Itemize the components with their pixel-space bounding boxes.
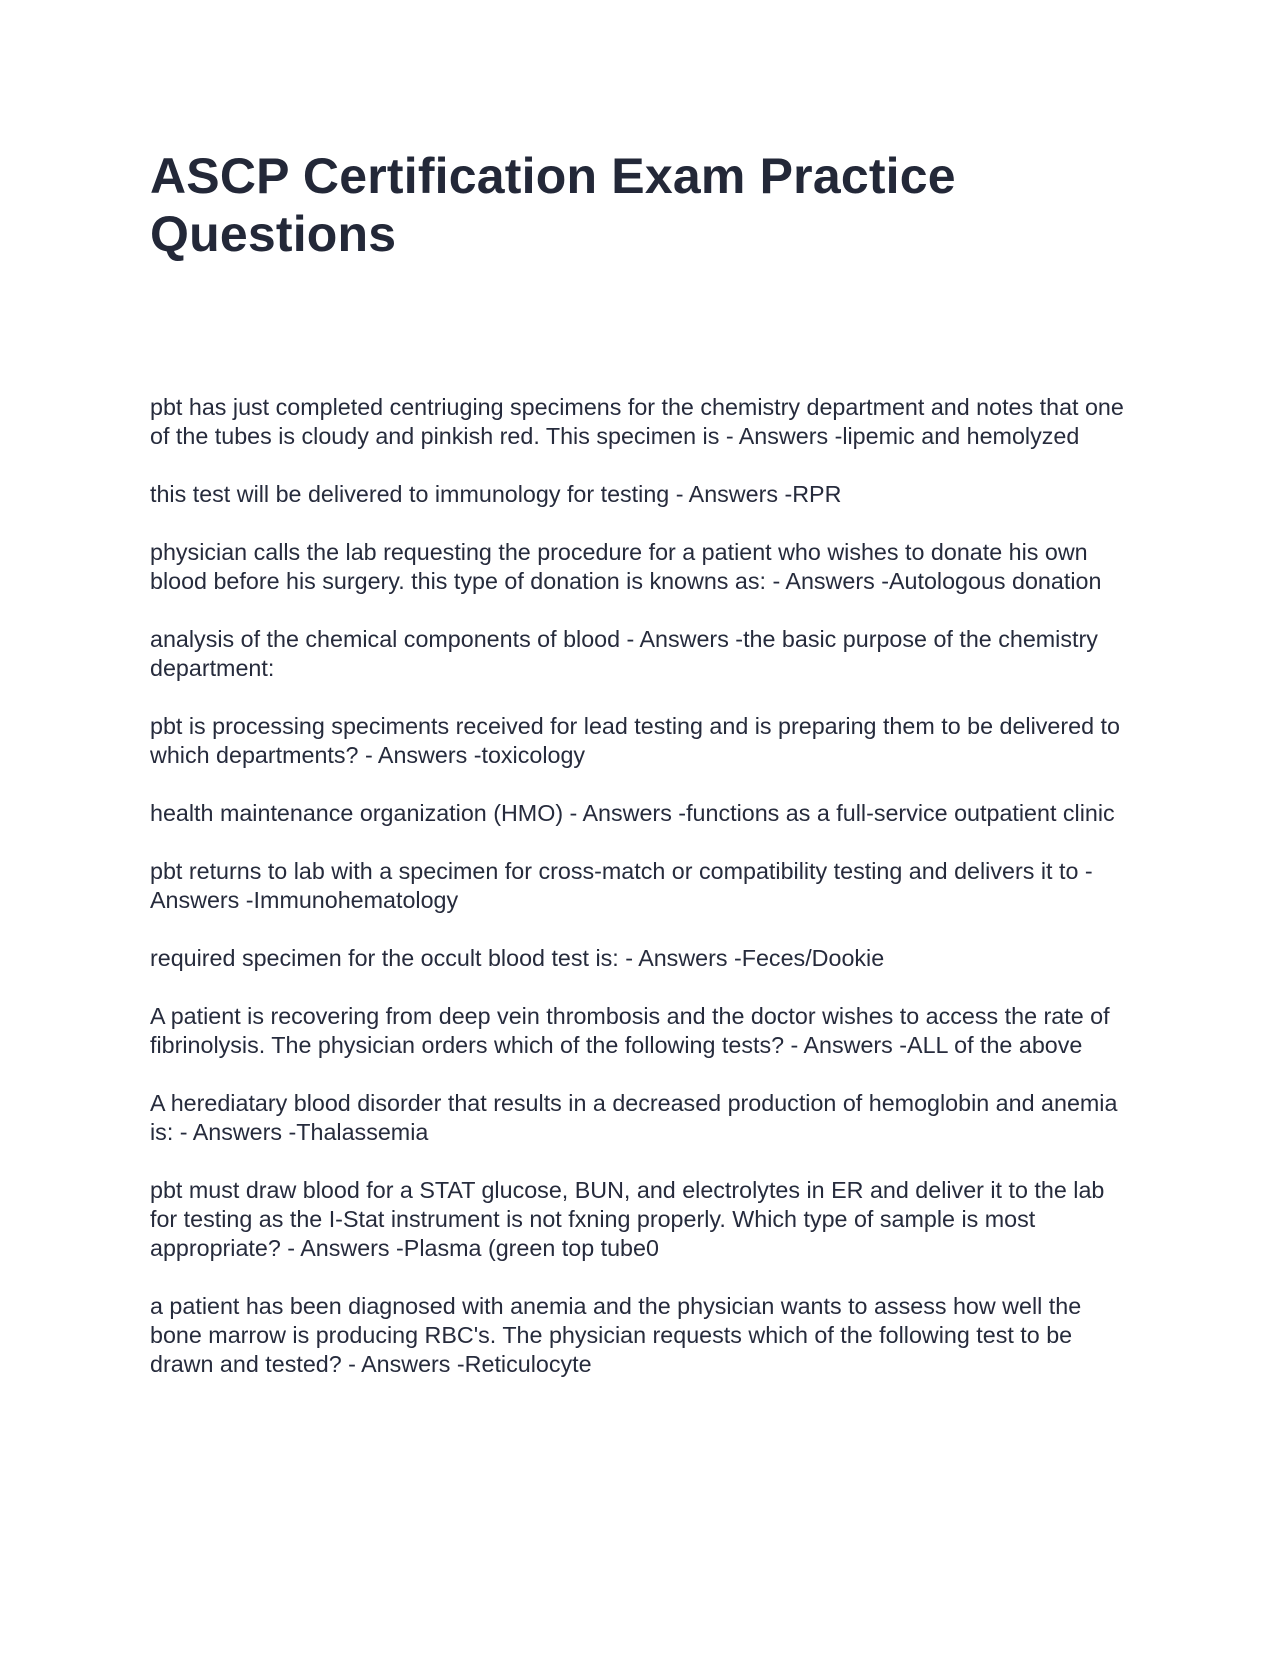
qa-item-9: A patient is recovering from deep vein thrombosis and the doctor wishes to access the rate of fibrinolysis. The physician orders which of the following tests? - Answers -ALL of the above xyxy=(150,1003,1110,1058)
qa-item-1: pbt has just completed centriuging specimens for the chemistry department and notes that one of the tubes is cloudy and pinkish red. This specimen is - Answers -lipemic and hemolyzed xyxy=(150,394,1124,449)
qa-item-12: a patient has been diagnosed with anemia and the physician wants to assess how well the bone marrow is producing RBC's. The physician requests which of the following test to be drawn and tested? - Answers -Reticulocyte xyxy=(150,1293,1082,1377)
qa-list xyxy=(150,393,1135,1379)
document-title: ASCP Certification Exam Practice Questions xyxy=(150,148,956,262)
qa-item-5: pbt is processing speciments received for lead testing and is preparing them to be delivered to which departments? - Answers -toxicology xyxy=(150,713,1120,768)
qa-item-3: physician calls the lab requesting the procedure for a patient who wishes to donate his own blood before his surgery. this type of donation is knowns as: - Answers -Autologous donation xyxy=(150,539,1102,594)
document-page xyxy=(150,147,1135,1408)
qa-item-7: pbt returns to lab with a specimen for cross-match or compatibility testing and delivers it to - Answers -Immunohematology xyxy=(150,858,1093,913)
qa-item-10: A herediatary blood disorder that results in a decreased production of hemoglobin and anemia is: - Answers -Thalassemia xyxy=(150,1090,1118,1145)
qa-item-4: analysis of the chemical components of blood - Answers -the basic purpose of the chemistry department: xyxy=(150,626,1098,681)
qa-item-8: required specimen for the occult blood test is: - Answers -Feces/Dookie xyxy=(150,945,885,971)
qa-item-6: health maintenance organization (HMO) - Answers -functions as a full-service outpatient clinic xyxy=(150,800,1115,826)
qa-item-2: this test will be delivered to immunology for testing - Answers -RPR xyxy=(150,481,842,507)
qa-item-11: pbt must draw blood for a STAT glucose, BUN, and electrolytes in ER and deliver it to the lab for testing as the I-Stat instrument is not fxning properly. Which type of sample is most appropriate? - Answers -Plasma (green top tube0 xyxy=(150,1177,1105,1261)
